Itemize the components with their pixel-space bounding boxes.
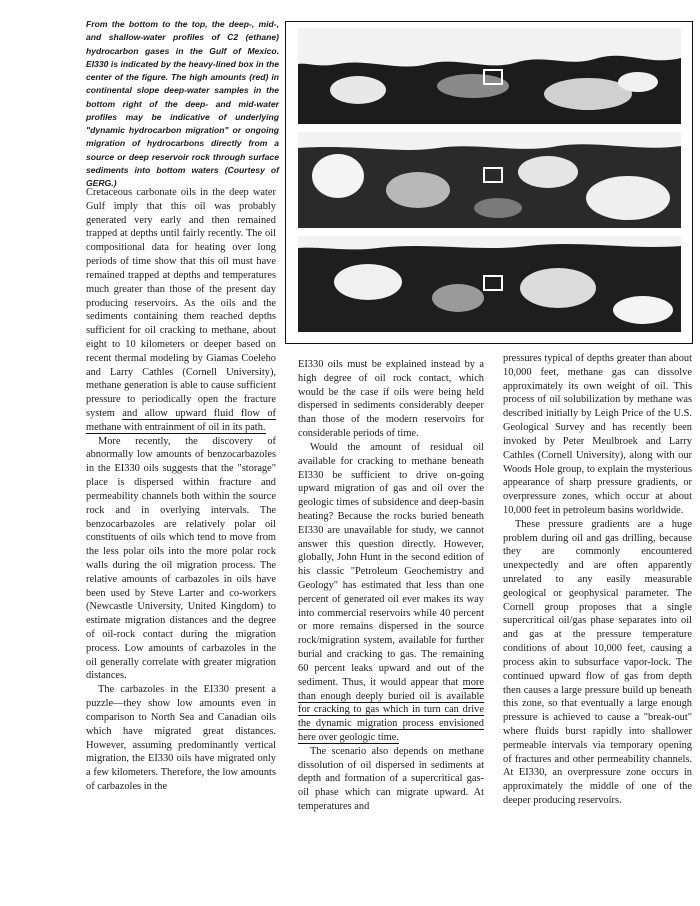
paragraph-text: Cretaceous carbonate oils in the deep water Gulf imply that this oil was probably generated very early and then remained trapped at depths until fairly recently. The oil compositional data for heating over long periods of time show that this oil must have remained trapped at depths and temperatures much greater than those of the present day producing reservoirs. As the oils and the sediments containing them reached depths sufficient for oil cracking to methane, about eight to 10 kilometers or deeper based on recent thermal modeling by Giamas Coeleho and Larry Cathles (Cornell University), methane generation is able to cause sufficient pressure to periodically open the fracture system <box>86 187 276 419</box>
paragraph <box>86 186 276 435</box>
paragraph: The scenario also depends on methane dissolution of oil dispersed in sediments at depth and formation of a supercritical gas-oil phase which can migrate upward. At temperatures and <box>298 745 484 812</box>
shallow-water-profile-map <box>298 28 681 124</box>
paragraph: These pressure gradients are a huge problem during oil and gas drilling, because they are commonly encountered unexpectedly and are often apparently unrelated to any easily measurable geological or geophysical parameter. The Cornell group proposes that a single supercritical oil/gas phase separates into oil and gas at the pressure temperature conditions of about 10,000 feet, causing a process akin to subsurface vapor-lock. The continued upward flow of gas from depth then causes a large pressure build up beneath this zone, so that eventually a large enough pressure is achieved to cause a "break-out" where fluids burst rapidly into shallower permeable intervals via temporary opening of fractures and other permeability channels. At EI330, an overpressure zone occurs in approximately the middle of one of the deeper producing reservoirs. <box>503 518 692 806</box>
deep-water-profile-map <box>298 236 681 332</box>
paragraph <box>298 441 484 745</box>
text-column-2 <box>298 358 484 814</box>
figure-caption: From the bottom to the top, the deep-, mid-, and shallow-water profiles of C2 (ethane) hydrocarbon gases in the Gulf of Mexico. EI330 is indicated by the heavy-lined box in the center of the figure. The high amounts (red) in continental slope deep-water samples in the bottom right of the deep- and mid-water profiles may be indicative of underlying "dynamic hydrocarbon migration" or ongoing migration of hydrocarbons directly from a source or deep reservoir rock through surface sediments into bottom waters (Courtesy of GERG.) <box>86 19 279 188</box>
underlined-passage: and allow upward fluid flow of methane with entrainment of oil in its path. <box>86 408 276 433</box>
paragraph-text: Would the amount of residual oil available for cracking to methane beneath EI330 be sufficient to drive on-going upward migration of gas and oil over the geologic times of subsidence and deep-basin heating? Because the rocks buried beneath EI330 are unavailable for study, we cannot answer this question directly. However, globally, John Hunt in the second edition of his classic "Petroleum Geochemistry and Geology" has estimated that less than one percent of generated oil ever makes its way into commercial reservoirs while 40 percent or more remains dispersed in the source rock/migration system, available for further burial and cracking to gas. The remaining 60 percent leaks upward and out of the sediment. Thus, it would appear that <box>298 441 484 688</box>
paragraph: EI330 oils must be explained instead by a high degree of oil rock contact, which would be the case if oils were being held dispersed in sediments considerably deeper than those of the modern reservoirs for considerable periods of time. <box>298 359 484 440</box>
paragraph: pressures typical of depths greater than about 10,000 feet, methane gas can dissolve approximately its own weight of oil. This process of oil solubilization by methane was described initially by Leigh Price of the U.S. Geological Survey and has recently been invoked by Peter Meulbroek and Larry Cathles (Cornell University), along with our Woods Hole group, to explain the mysterious appearance of sharp pressure gradients, or overpressure zones, which occur at about 10,000 feet in petroleum basins worldwide. <box>503 353 692 516</box>
text-column-1 <box>86 186 276 794</box>
text-column-3 <box>503 352 692 808</box>
paragraph: The carbazoles in the EI330 present a puzzle—they show low amounts even in comparison to North Sea and Canadian oils which have migrated great distances. However, assuming predominantly vertical migration, the EI330 oils have migrated only a few kilometers. Therefore, the low amounts of carbazoles in the <box>86 684 276 792</box>
underlined-passage: more than enough deeply buried oil is available for cracking to gas which in turn can drive the dynamic migration process envisioned here over geologic time. <box>298 676 484 743</box>
mid-water-profile-map <box>298 132 681 228</box>
ethane-profile-figure <box>285 21 693 344</box>
paragraph: More recently, the discovery of abnormally low amounts of benzocarbazoles in the EI330 oils suggests that the "storage" place is dispersed within fracture and permeability channels both within the source rock and in overlying intervals. The benzocarbazoles are relatively polar oil constituents of oils which tend to move from the less polar oils into the more polar rock walls during the oil migration process. The relative amounts of carbazoles in oils have been used by Steve Larter and co-workers (Newcastle University, United Kingdom) to estimate migration distances and the degree of oil-rock contact during the migration process. Low amounts of carbazoles in the oil generally correlate with greater migration distances. <box>86 435 276 682</box>
